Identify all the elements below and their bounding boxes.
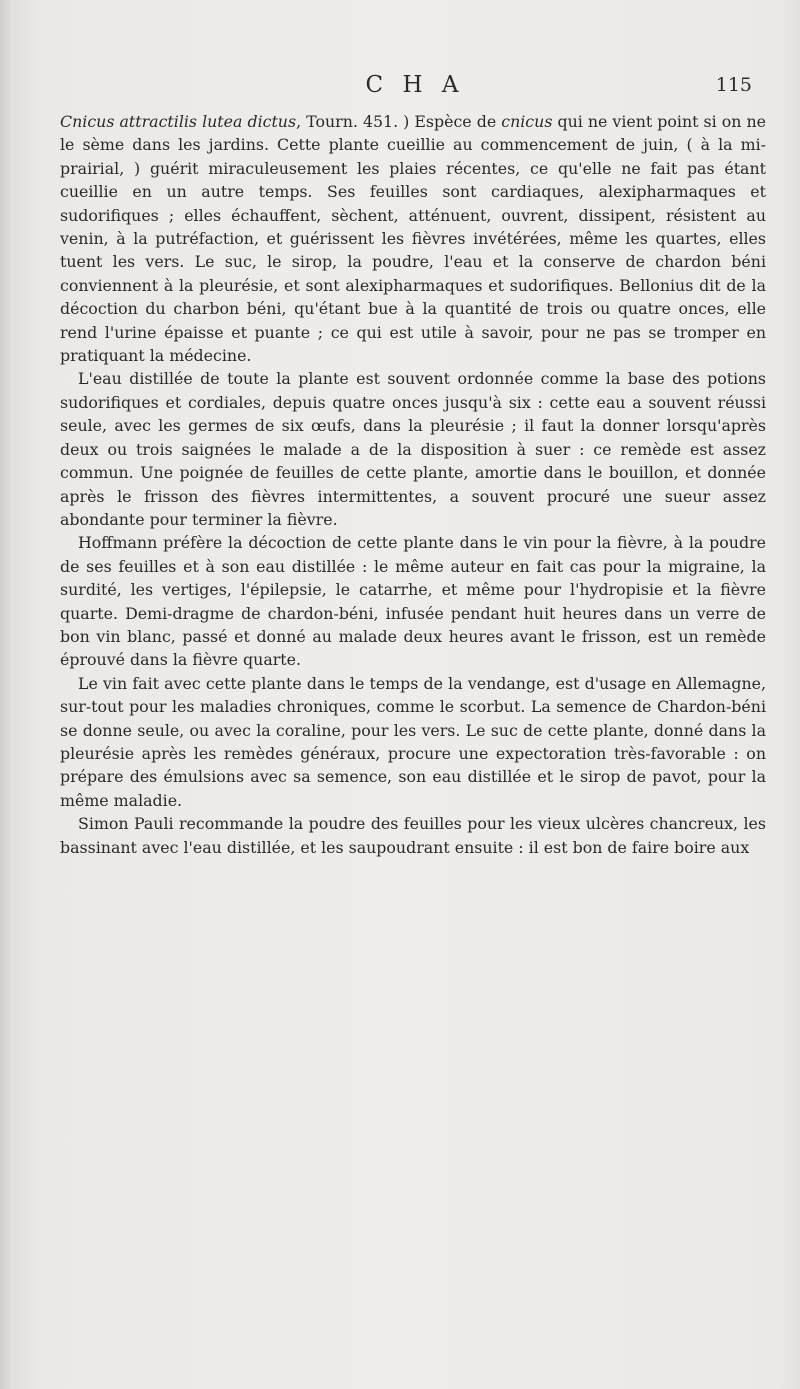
headword-reference: , Tourn. 451. ) Espèce de — [296, 112, 497, 131]
paragraph-5: Simon Pauli recommande la poudre des feuilles pour les vieux ulcères chancreux, les bassinant avec l'eau distillée, et les saupoudrant ensuite : il est bon de faire boire aux — [60, 814, 766, 857]
page-header — [60, 72, 770, 102]
paragraph-4: Le vin fait avec cette plante dans le temps de la vendange, est d'usage en Allemagne, sur-tout pour les maladies chroniques, comme le scorbut. La semence de Chardon-béni se donne seule, ou avec la coraline, pour les vers. Le suc de cette plante, donné dans la pleurésie après les remèdes généraux, procure une expectoration très-favorable : on prépare des émulsions avec sa semence, son eau distillée et le sirop de pavot, pour la même maladie. — [60, 673, 766, 810]
paragraph-1-text: qui ne vient point si on ne le sème dans les jardins. Cette plante cueillie au commencement de juin, ( à la mi-prairial, ) guérit miraculeusement les plaies récentes, ce qu'elle ne fait pas étant cueillie en un autre temps. Ses feuilles sont cardiaques, alexipharmaques et sudorifiques ; elles échauffent, sèchent, atténuent, ouvrent, dissipent, résistent au venin, à la putréfaction, et guérissent les fièvres invétérées, même les quartes, elles tuent les vers. Le suc, le sirop, la poudre, l'eau et la conserve de chardon béni conviennent à la pleurésie, et sont alexipharmaques et sudorifiques. Bellonius dit de la décoction du charbon béni, qu'étant bue à la quantité de trois ou quatre onces, elle rend l'urine épaisse et puante ; ce qui est utile à savoir, pour ne pas se tromper en pratiquant la médecine. — [60, 112, 766, 366]
paragraph-3: Hoffmann préfère la décoction de cette plante dans le vin pour la fièvre, à la poudre de ses feuilles et à son eau distillée : le même auteur en fait cas pour la migraine, la surdité, les vertiges, l'épilepsie, le catarrhe, et même pour l'hydropisie et la fièvre quarte. Demi-dragme de chardon-béni, infusée pendant huit heures dans un verre de bon vin blanc, passé et donné au malade deux heures avant le frisson, est un remède éprouvé dans la fièvre quarte. — [60, 533, 766, 670]
paragraph-1 — [60, 110, 766, 367]
headword: Cnicus attractilis lutea dictus — [60, 112, 297, 131]
paragraph-2: L'eau distillée de toute la plante est souvent ordonnée comme la base des potions sudorifiques et cordiales, depuis quatre onces jusqu'à six : cette eau a souvent réussi seule, avec les germes de six œufs, dans la pleurésie ; il faut la donner lorsqu'après deux ou trois saignées le malade a de la disposition à suer : ce remède est assez commun. Une poignée de feuilles de cette plante, amortie dans le bouillon, et donnée après le frisson des fièvres intermittentes, a souvent procuré une sueur assez abondante pour terminer la fièvre. — [60, 369, 766, 529]
body-text — [60, 110, 766, 859]
page-number: 115 — [715, 74, 752, 96]
running-head: C H A — [365, 72, 465, 98]
page-spine-shadow — [0, 0, 14, 1389]
species-name: cnicus — [501, 112, 553, 131]
